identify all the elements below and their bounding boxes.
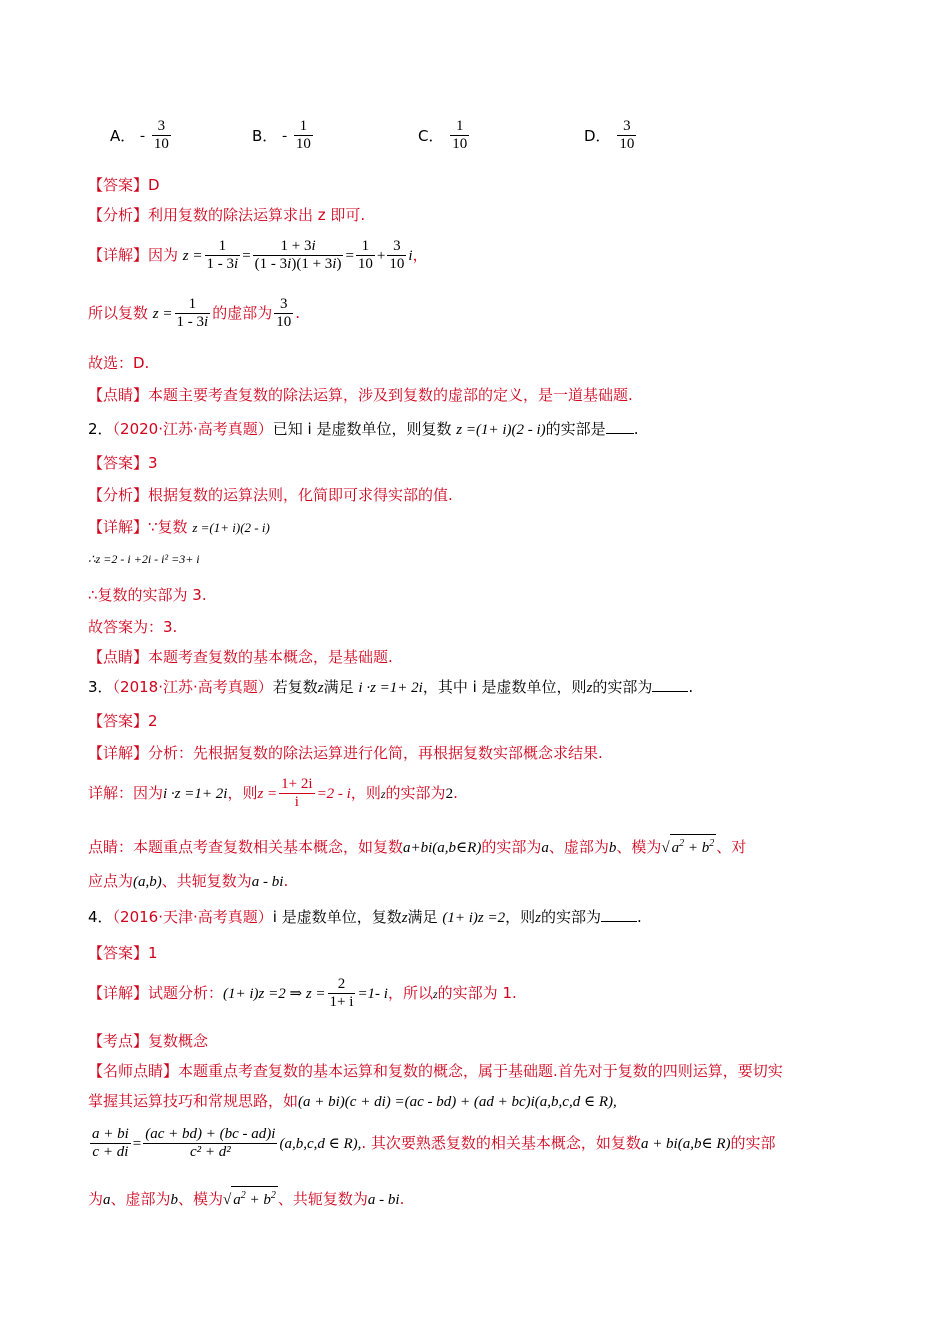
q4-famous-2: 掌握其运算技巧和常规思路，如(a + bi)(c + di) =(ac - bd) + (ad + bc)i(a,b,c,d ∈ R),: [88, 1092, 617, 1110]
q2-final: 故答案为：3.: [88, 618, 178, 636]
q3-stem: 3．（2018·江苏·高考真题）若复数z满足 i ·z =1+ 2i，其中 i 是虚数单位，则z的实部为 .: [88, 678, 694, 696]
q2-stem: 2．（2020·江苏·高考真题）已知 i 是虚数单位，则复数 z =(1+ i)(2 - i)的实部是 .: [88, 420, 639, 438]
q4-answer: 【答案】1: [88, 944, 158, 962]
q1-imag-part: 所以复数 z = $\frac{1}{1 - 3i}$ 的虚部为 $\frac{3}{10}$ .: [88, 296, 300, 330]
q2-comment: 【点睛】本题考查复数的基本概念，是基础题.: [88, 648, 393, 666]
q4-detail: 【详解】试题分析：(1+ i)z =2 ⇒ z = $\frac{2}{1+ i}$ =1- i，所以z的实部为 1.: [88, 976, 517, 1010]
q3-comment-2: 应点为(a,b)、共轭复数为a - bi.: [88, 872, 289, 890]
q4-famous-3: $\frac{a + bi}{c + di}$ = $\frac{(ac + bd) + (bc - ad)i}{\text{c² + d²}}$ (a,b,c,d ∈ R),. 其次要熟悉复数的相关基本概念，如复数a + bi(a,b∈ R)的实部: [92, 1126, 776, 1160]
q2-detail: 【详解】∵复数 z =(1+ i)(2 - i): [88, 518, 270, 536]
q2-answer: 【答案】3: [88, 454, 158, 472]
q3-comment: 点睛：本题重点考查复数相关基本概念，如复数a+bi(a,b∈R)的实部为a、虚部为b、模为√ $a^2 + b^2$ 、对: [88, 834, 746, 859]
option-b: B． - $\frac{1}{10}$: [252, 118, 311, 152]
q1-comment: 【点睛】本题主要考查复数的除法运算，涉及到复数的虚部的定义，是一道基础题.: [88, 386, 633, 404]
q2-conclude: ∴复数的实部为 3.: [88, 586, 207, 604]
option-a: A． - $\frac{3}{10}$: [110, 118, 169, 152]
q4-stem: 4．（2016·天津·高考真题）i 是虚数单位，复数z满足 (1+ i)z =2，则z的实部为 .: [88, 908, 642, 926]
q2-analysis: 【分析】根据复数的运算法则，化简即可求得实部的值.: [88, 486, 453, 504]
q3-answer: 【答案】2: [88, 712, 158, 730]
option-c: C． $\frac{1}{10}$: [418, 118, 468, 152]
q4-famous-4: 为a、虚部为b、模为√ $a^2 + b^2$ 、共轭复数为a - bi.: [88, 1186, 404, 1211]
q1-answer: 【答案】D: [88, 176, 160, 194]
q1-analysis: 【分析】利用复数的除法运算求出 z 即可.: [88, 206, 366, 224]
q3-detail: 【详解】分析：先根据复数的除法运算进行化简，再根据复数实部概念求结果.: [88, 744, 603, 762]
option-d: D． $\frac{3}{10}$: [584, 118, 635, 152]
q1-detail: 【详解】因为 z = $\frac{1}{1 - 3i}$ = $\frac{1 + 3i}{(1 - 3i)(1 + 3i)}$ = $\frac{1}{10}$ + $\frac{3}{10}$ i，: [88, 238, 428, 272]
q1-choose: 故选：D.: [88, 354, 150, 372]
q3-detail2: 详解：因为i ·z =1+ 2i，则z = $\frac{1+ 2i}{i}$ =2 - i，则z的实部为2.: [88, 776, 458, 810]
q4-kaodian: 【考点】复数概念: [88, 1032, 209, 1050]
q4-famous-1: 【名师点睛】本题重点考查复数的基本运算和复数的概念，属于基础题.首先对于复数的四则运算，要切实: [88, 1062, 783, 1080]
q2-step: ∴z =2 - i +2i - i² =3+ i: [88, 552, 200, 566]
